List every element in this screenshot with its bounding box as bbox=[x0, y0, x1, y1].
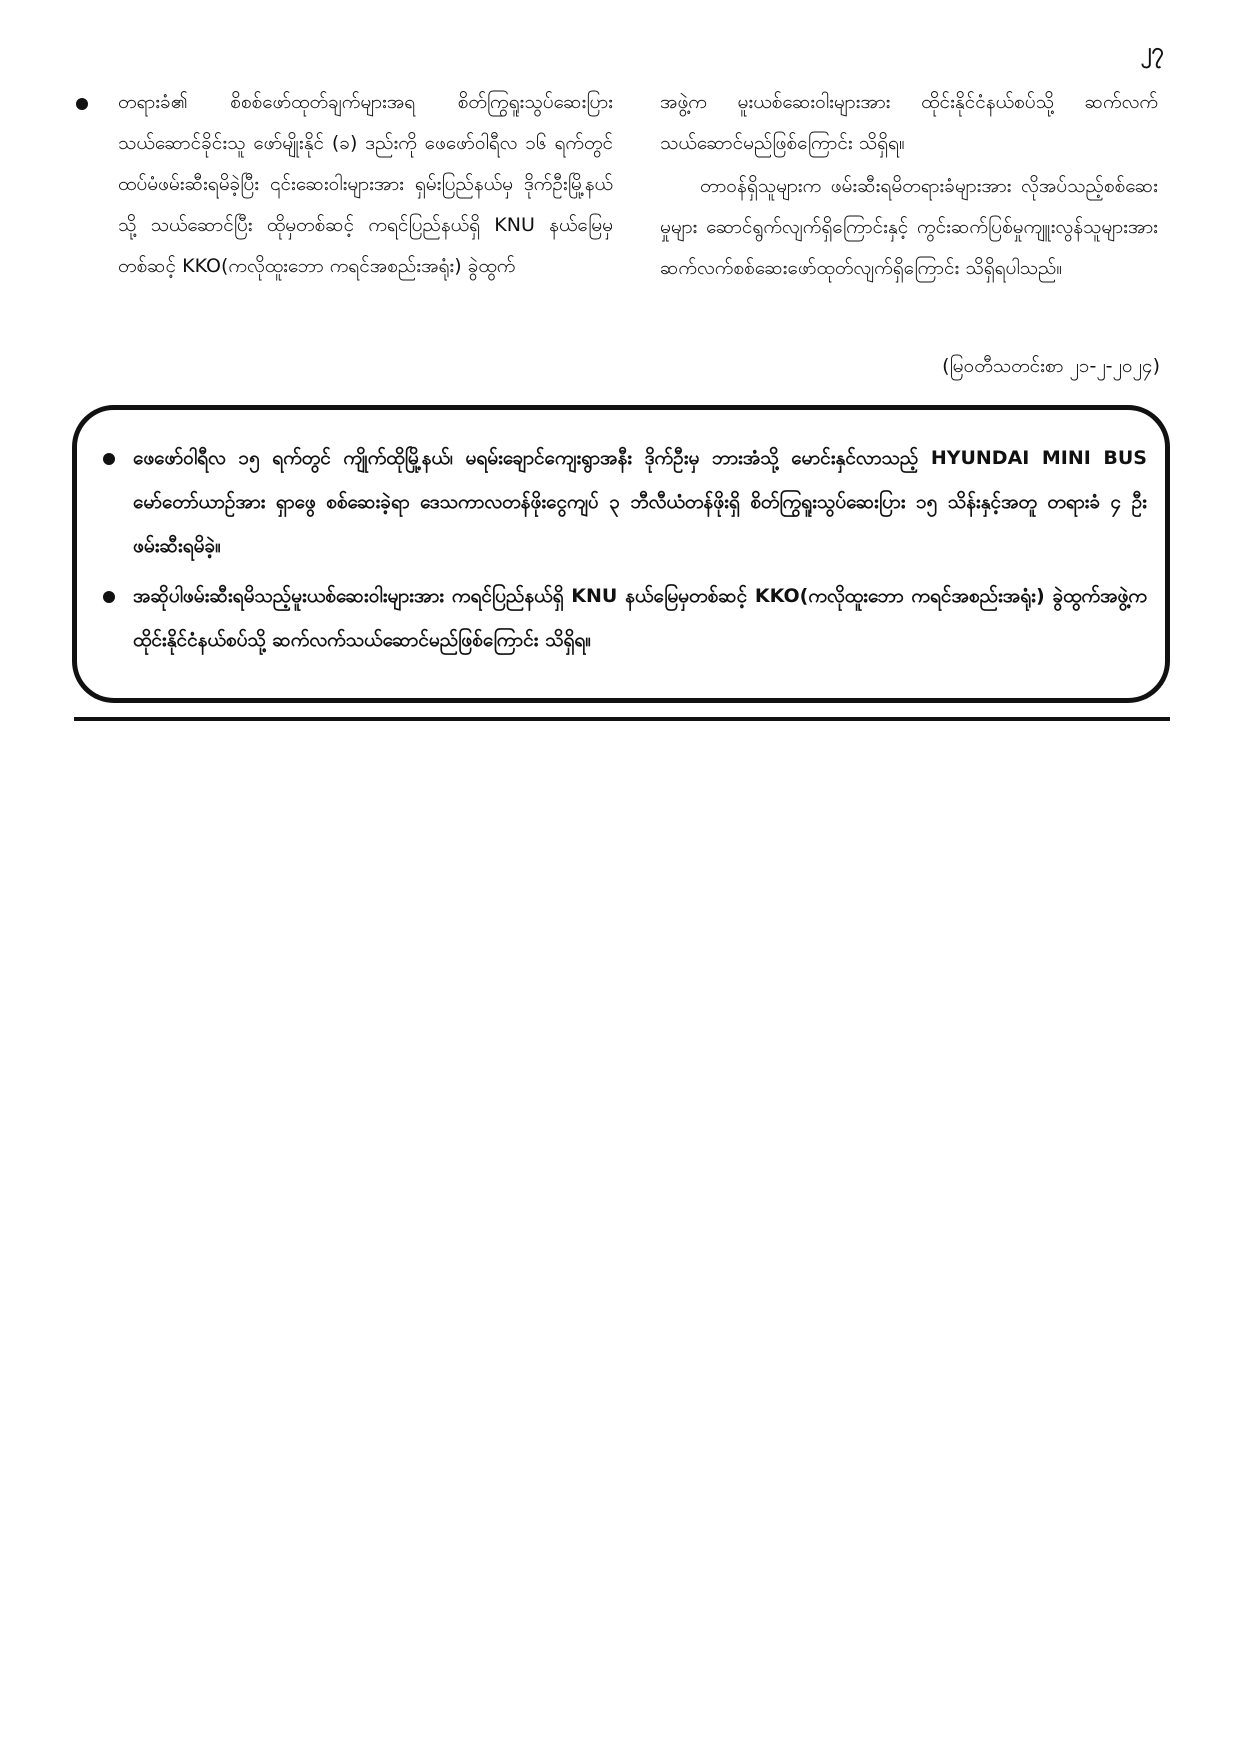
horizontal-rule bbox=[74, 717, 1170, 721]
bullet-icon bbox=[103, 453, 115, 465]
bullet-icon bbox=[76, 98, 88, 110]
right-column bbox=[660, 82, 1158, 289]
source-citation: (မြဝတီသတင်းစာ ၂၁-၂-၂၀၂၄) bbox=[942, 355, 1160, 377]
bullet-icon bbox=[103, 591, 115, 603]
summary-item-2 bbox=[133, 574, 1147, 662]
left-bullet-text: တရားခံ၏ စိစစ်ဖော်ထုတ်ချက်များအရ စိတ်ကြွရူးသွပ်ဆေးပြားသယ်ဆောင်ခိုင်းသူ ဖော်မျိုးနိုင် (ခ) ဒည်းကို ဖေဖော်ဝါရီလ ၁၆ ရက်တွင် ထပ်မံဖမ်းဆီးရမိခဲ့ပြီး ၎င်းဆေးဝါးများအား ရှမ်းပြည်နယ်မှ ဒိုက်ဦးမြို့နယ်သို့ သယ်ဆောင်ပြီး ထိုမှတစ်ဆင့် ကရင်ပြည်နယ်ရှိ KNU နယ်မြေမှတစ်ဆင့် KKO(ကလိုထူးဘော ကရင်အစည်းအရုံး) ခွဲထွက် bbox=[118, 91, 613, 277]
left-column bbox=[118, 82, 613, 287]
right-paragraph-2: တာဝန်ရှိသူများက ဖမ်းဆီးရမိတရားခံများအား လိုအပ်သည့်စစ်ဆေးမှုများ ဆောင်ရွက်လျက်ရှိကြောင်းနှင့် ကွင်းဆက်ပြစ်မှုကျူးလွန်သူများအား ဆက်လက်စစ်ဆေးဖော်ထုတ်လျက်ရှိကြောင်း သိရှိရပါသည်။ bbox=[660, 175, 1158, 279]
summary-item-1-text: ဖေဖော်ဝါရီလ ၁၅ ရက်တွင် ကျိုက်ထိုမြို့နယ်၊ မရမ်းချောင်ကျေးရွာအနီး ဒိုက်ဦးမှ ဘားအံသို့ မောင်းနှင်လာသည့် HYUNDAI MINI BUS မော်တော်ယာဉ်အား ရှာဖွေ စစ်ဆေးခဲ့ရာ ဒေသကာလတန်ဖိုးငွေကျပ် ၃ ဘီလီယံတန်ဖိုးရှိ စိတ်ကြွရူးသွပ်ဆေးပြား ၁၅ သိန်းနှင့်အတူ တရားခံ ၄ ဦးဖမ်းဆီးရမိခဲ့။ bbox=[133, 447, 1147, 557]
right-paragraph-1: အဖွဲ့က မူးယစ်ဆေးဝါးများအား ထိုင်းနိုင်ငံနယ်စပ်သို့ ဆက်လက်သယ်ဆောင်မည်ဖြစ်ကြောင်း သိရှိရ။ bbox=[660, 91, 1158, 154]
page-number: ၂၇ bbox=[1140, 39, 1164, 64]
summary-item-2-text: အဆိုပါဖမ်းဆီးရမိသည့်မူးယစ်ဆေးဝါးများအား ကရင်ပြည်နယ်ရှိ KNU နယ်မြေမှတစ်ဆင့် KKO(ကလိုထူးဘော ကရင်အစည်းအရုံး) ခွဲထွက်အဖွဲ့က ထိုင်းနိုင်ငံနယ်စပ်သို့ ဆက်လက်သယ်ဆောင်မည်ဖြစ်ကြောင်း သိရှိရ။ bbox=[133, 585, 1147, 651]
summary-box bbox=[72, 405, 1170, 703]
summary-item-1 bbox=[133, 436, 1147, 568]
